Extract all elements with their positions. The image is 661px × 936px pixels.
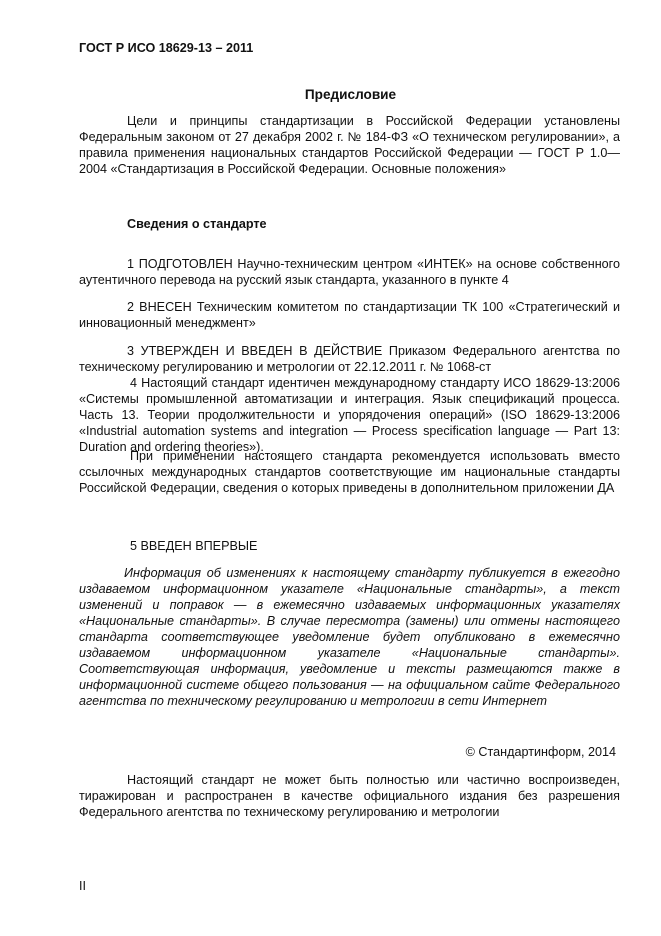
- intro-paragraph: Цели и принципы стандартизации в Российской Федерации установлены Федеральным законом от 27 декабря 2002 г. № 184-ФЗ «О техническом регулировании», а правила применения национальных стандартов Российской Федерации — ГОСТ Р 1.0—2004 «Стандартизация в Российской Федерации. Основные положения»: [79, 114, 620, 176]
- page-number: II: [79, 879, 86, 893]
- item-4-paragraph: 4 Настоящий стандарт идентичен международному стандарту ИСО 18629-13:2006 «Системы промышленной автоматизации и интеграция. Язык спецификаций процесса. Часть 13. Теории продолжительности и упорядочения операций» (ISO 18629-13:2006 «Industrial automation systems and integration — Process specification language — Part 13: Duration and ordering theories»).: [79, 376, 620, 454]
- info-paragraph: Информация об изменениях к настоящему стандарту публикуется в ежегодно издаваемом информационном указателе «Национальные стандарты», а текст изменений и поправок — в ежемесячно издаваемых информационных указателях «Национальные стандарты». В случае пересмотра (замены) или отмены настоящего стандарта соответствующее уведомление будет опубликовано в ежемесячно издаваемом информационном указателе «Национальные стандарты». Соответствующая информация, уведомление и тексты размещаются также в информационной системе общего пользования — на официальном сайте Федерального агентства по техническому регулированию и метрологии в сети Интернет: [79, 566, 620, 708]
- section-title: Предисловие: [304, 87, 397, 102]
- reproduction-notice: Настоящий стандарт не может быть полностью или частично воспроизведен, тиражирован и распространен в качестве официального издания без разрешения Федерального агентства по техническому регулированию и метрологии: [79, 773, 620, 819]
- item-4-note-paragraph: При применении настоящего стандарта рекомендуется использовать вместо ссылочных международных стандартов соответствующие им национальные стандарты Российской Федерации, сведения о которых приведены в дополнительном приложении ДА: [79, 449, 620, 495]
- copyright-line: © Стандартинформ, 2014: [465, 745, 616, 759]
- item-3-paragraph: 3 УТВЕРЖДЕН И ВВЕДЕН В ДЕЙСТВИЕ Приказом Федерального агентства по техническому регулированию и метрологии от 22.12.2011 г. № 1068-ст: [79, 344, 620, 374]
- item-5-paragraph: 5 ВВЕДЕН ВПЕРВЫЕ: [130, 539, 258, 553]
- document-code-header: ГОСТ Р ИСО 18629-13 – 2011: [79, 41, 254, 55]
- item-2-paragraph: 2 ВНЕСЕН Техническим комитетом по стандартизации ТК 100 «Стратегический и инновационный менеджмент»: [79, 300, 620, 330]
- item-1-paragraph: 1 ПОДГОТОВЛЕН Научно-техническим центром «ИНТЕК» на основе собственного аутентичного перевода на русский язык стандарта, указанного в пункте 4: [79, 257, 620, 287]
- subsection-title: Сведения о стандарте: [127, 217, 267, 231]
